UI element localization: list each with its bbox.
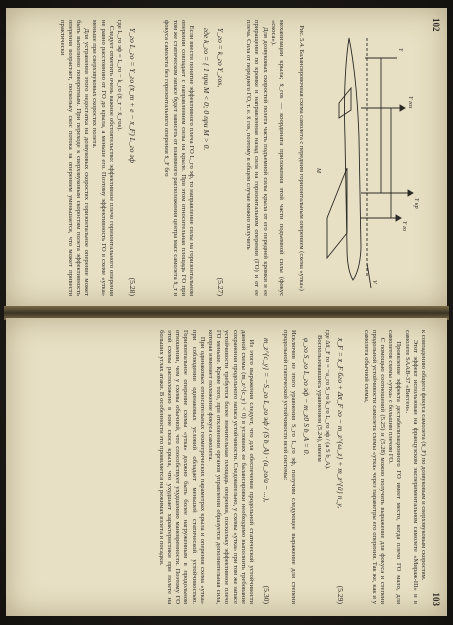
right-paragraph-1: к совпадению общего фокуса самолета (x̄_F) по дозвуковым и сверхзвуковым скоростям. Этот эффект использован на французском экспериментальном самолете «Мираж-III» и в самолете SAAB-37 «Вигген». Проявление эффекта дестабилизационного ГО имеет место, когда плечо ГО мало, для самолетов схемы «утка» с большим плечом ГО. С помощью соотношений (5.25) и (5.28) можно получить выражение для фокуса и степени продольной устойчивости самолета схемы «утка» через параметры его оперения. Так же, как и у самолета обычной схемы, — [362, 330, 427, 604]
formula-5-29: x̄_F = x̄_F бго + Δx̄_F го − m_z^{ω_z} + m_z^{ᾱ} n_y, — [336, 338, 345, 509]
eq-number-5-30: (5.30) — [262, 585, 271, 604]
page-number-left: 102 — [431, 18, 441, 32]
right-paragraph-2: где Δx̄_F го = −a_го S_го k_го L_го эф / (a S b_A). Воспользовавшись уравнением (5.24), имеем — [315, 330, 331, 470]
figure-label-ygos: Y гоs — [407, 96, 413, 109]
right-formula-1 — [335, 338, 345, 604]
formula-balance: φ_го S_го L_го эф − m_z0 S b_A = 0. — [302, 338, 311, 456]
fuselage-outline — [345, 38, 362, 280]
left-formula-2 — [201, 28, 211, 296]
figure-caption: Рис. 5.4. Балансировочная схема самолета с передним горизонтальным оперением (схема «утка») — [298, 25, 305, 291]
formula-5-30: m_z^{c_y} = −S_го L_го эф / (S b_A) · (a_го/a − ...), — [262, 338, 271, 503]
right-paragraph-3: Исключив из этого уравнения S_го L_го эф, получим следующее выражение для степени продольной статической устойчивости всей системы: — [281, 330, 297, 606]
formula-5-27: Y_го = k_го Y_гоs, — [216, 28, 225, 88]
figure-label-y: Y — [397, 48, 403, 52]
right-formula-2 — [301, 338, 311, 604]
left-page — [6, 8, 447, 308]
page-number-right: 103 — [431, 592, 441, 606]
right-page — [6, 318, 447, 616]
figure-label-m: M — [315, 168, 321, 173]
eq-number-5-29: (5.29) — [336, 585, 345, 604]
balancing-diagram — [307, 18, 427, 298]
right-paragraph-4: Из этого выражения следует, что для обеспечения продольной статической устойчивости данной схемы (m_z^{c_y} < 0) в условиях ее балансировки необходимо выполнить требование сохранения продольного запаса устойчивости. Следовательно, у схемы «утка» при том же запасе устойчивости требуется более значительная площадь оперения, поскольку эффективное плечо ГО меньше. Кроме того, при отклонении органов управления образуется дополнительная сила, которая изменяет положение фокуса самолета. При одинаковых относительных геометрических параметрах крыла и оперения схема «утка» при соблюдении одинаковых условий обладает меньшей статической устойчивостью. Горизонтальное оперение схемы «утка» должно быть более нагруженным в продольном отношении, чем у схемы обычной, что способствует ухудшению маневренности. Поэтому ГО этой схемы расположено в зоне скоса крыла, что ухудшает характеристики при полете на больших углах атаки. В особенности это проявляется на режимах взлета и посадки. — [157, 330, 255, 605]
eq-number-5-27: (5.27) — [216, 277, 225, 296]
eq-number-5-28: (5.28) — [128, 277, 137, 296]
left-paragraph-2: Если ввести понятие эффективного плеча ГО L_го эф, то направление силы на горизонтальном оперении совпадает с направлением силы на крыле. При этом относительная площадь ГО при том же статическом запасе будет зависеть от взаимного расположения центра масс самолета x̄_т и фокуса самолета без горизонтального оперения x̄_F бго — [163, 20, 195, 298]
formula-kgo: где k_го = { 1 при M < 0; 0 при M > 0. — [202, 28, 211, 151]
formula-5-28: Y_го L_го = Y_го (x̄_т + e − x̄_F) L_го эф — [128, 28, 137, 164]
wing-outline — [327, 168, 347, 258]
figure-label-ygo: Y го — [401, 221, 407, 232]
figure-label-ykr: Y кр — [413, 198, 419, 209]
left-formula-1 — [215, 28, 225, 296]
left-paragraph-3: где L_го эф = L_го − k_го (x̄_т − x̄_гоs). Следует отметить очень важное обстоятельство: эффективное плечо горизонтального оперения не равно расстоянию от ГО до крыла, а меньше его. Поэтому эффективность ГО в схеме «утка» меньше при сверхзвуковых скоростях полета. Для устранения этого недостатка на дозвуковых скоростях горизонтальное оперение может быть выполнено поворотным. При переходе к сверхзвуковым скоростям полета эффективность оперения возрастает, поскольку скос потока за оперением уменьшается, что может привести практически — [58, 20, 123, 296]
figure-label-v: V — [371, 280, 377, 284]
right-formula-3 — [261, 338, 271, 604]
left-formula-3 — [127, 28, 137, 296]
left-paragraph-1: механизации крыла; x̄_гоs — координата приложения этой части подъемной силы (фокус «скоса»). Для дозвуковых скоростей полета часть подъемной силы крыла от его передней кромки и ее приращение по кромке и направленная назад сила на горизонтальном оперении (ГО) и от ее плеча. Сила от переднего ГО, т. е. x̄ гоs, поэтому в общем случае можно получить — [245, 20, 285, 296]
